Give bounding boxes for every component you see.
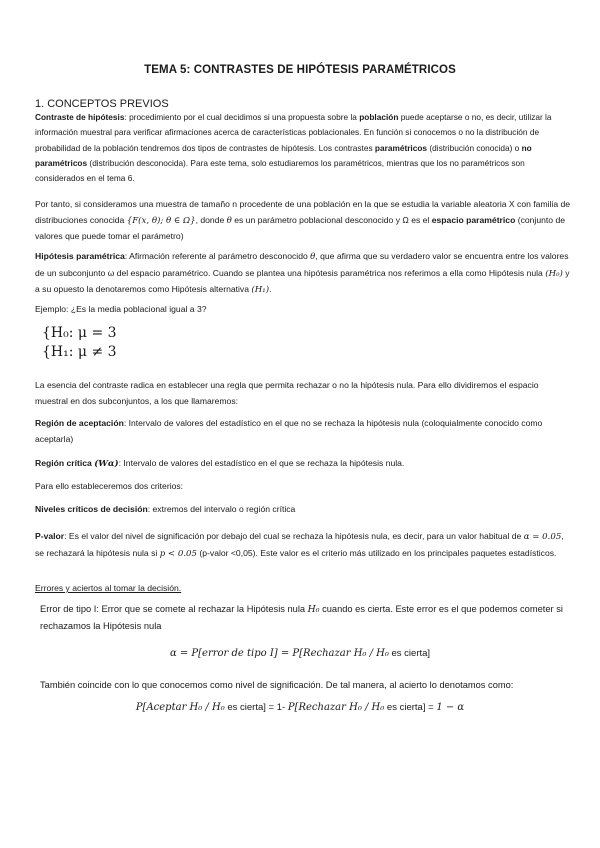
- paragraph-hipotesis-parametrica: Hipótesis paramétrica: Afirmación referente al parámetro desconocido θ, que afirma que su verdadero valor se encuentra entre los valores de un subconjunto ω del espacio paramétrico. Cuando se plantea una hipótesis paramétrica nos referimos a ella como Hipótesis nula (H₀) y a su opuesto la denotaremos como Hipótesis alternativa (H₁).: [35, 251, 570, 296]
- paragraph-esencia: La esencia del contraste radica en establecer una regla que permita rechazar o no la hipótesis nula. Para ello dividiremos el espacio muestral en dos subconjuntos, a los que llamaremos:: [35, 380, 539, 406]
- errors-heading: Errores y aciertos al tomar la decisión.: [35, 583, 182, 593]
- paragraph-contraste: Contraste de hipótesis: procedimiento por el cual decidimos si una propuesta sobre la población puede aceptarse o no, es decir, utilizar la información muestral para verificar afirmaciones acerca de características poblacionales. En función si conocemos o no la distribución de probabilidad de la población tendremos dos tipos de contrastes de hipótesis. Los contrastes paramétricos (distribución conocida) o no paramétricos (distribución desconocida). Para este tema, solo estudiaremos los paramétricos, mientras que los no paramétricos son considerados en el tema 6.: [35, 112, 552, 184]
- paragraph-region-critica: Región crítica (Wα): Intervalo de valores del estadístico en el que se rechaza la hipótesis nula.: [35, 458, 405, 469]
- hypothesis-alternative: {H₁: μ ≠ 3: [42, 344, 117, 360]
- page-title: TEMA 5: CONTRASTES DE HIPÓTESIS PARAMÉTRICOS: [144, 64, 456, 76]
- paragraph-nivel-significacion: También coincide con lo que conocemos como nivel de significación. De tal manera, al acierto lo denotamos como:: [40, 680, 514, 690]
- paragraph-error-tipo-1: Error de tipo I: Error que se comete al rechazar la Hipótesis nula H₀ cuando es cierta. Este error es el que podemos cometer si rechazamos la Hipótesis nula: [40, 604, 563, 631]
- equation-alpha: α = P[error de tipo I] = P[Rechazar H₀ / H₀ es cierta]: [169, 648, 431, 659]
- paragraph-region-aceptacion: Región de aceptación: Intervalo de valores del estadístico en el que no se rechaza la hipótesis nula (coloquialmente conocido como aceptarla): [35, 418, 543, 444]
- paragraph-niveles-criticos: Niveles críticos de decisión: extremos del intervalo o región crítica: [35, 504, 296, 514]
- example-label: Ejemplo: ¿Es la media poblacional igual a 3?: [35, 304, 207, 314]
- equation-acierto: P[Aceptar H₀ / H₀ es cierta] = 1- P[Rechazar H₀ / H₀ es cierta] = 1 − α: [135, 702, 465, 713]
- section-heading: 1. CONCEPTOS PREVIOS: [35, 98, 169, 110]
- paragraph-p-valor: P-valor: Es el valor del nivel de significación por debajo del cual se rechaza la hipótesis nula, es decir, para un valor habitual de α = 0.05, se rechazará la hipótesis nula si p < 0.05 (p-valor <0,05). Este valor es el criterio más utilizado en los principales paquetes estadísticos.: [35, 531, 564, 559]
- term-contraste: Contraste de hipótesis: [35, 112, 125, 122]
- hypothesis-null: {H₀: μ = 3: [42, 325, 117, 341]
- paragraph-muestra: Por tanto, si consideramos una muestra de tamaño n procedente de una población en la que se estudia la variable aleatoria X con familia de distribuciones conocida {F(x, θ); θ ∈ Ω}, donde θ es un parámetro poblacional desconocido y Ω es el espacio paramétrico (conjunto de valores que puede tomar el parámetro): [35, 199, 571, 242]
- paragraph-criterios: Para ello estableceremos dos criterios:: [35, 481, 184, 491]
